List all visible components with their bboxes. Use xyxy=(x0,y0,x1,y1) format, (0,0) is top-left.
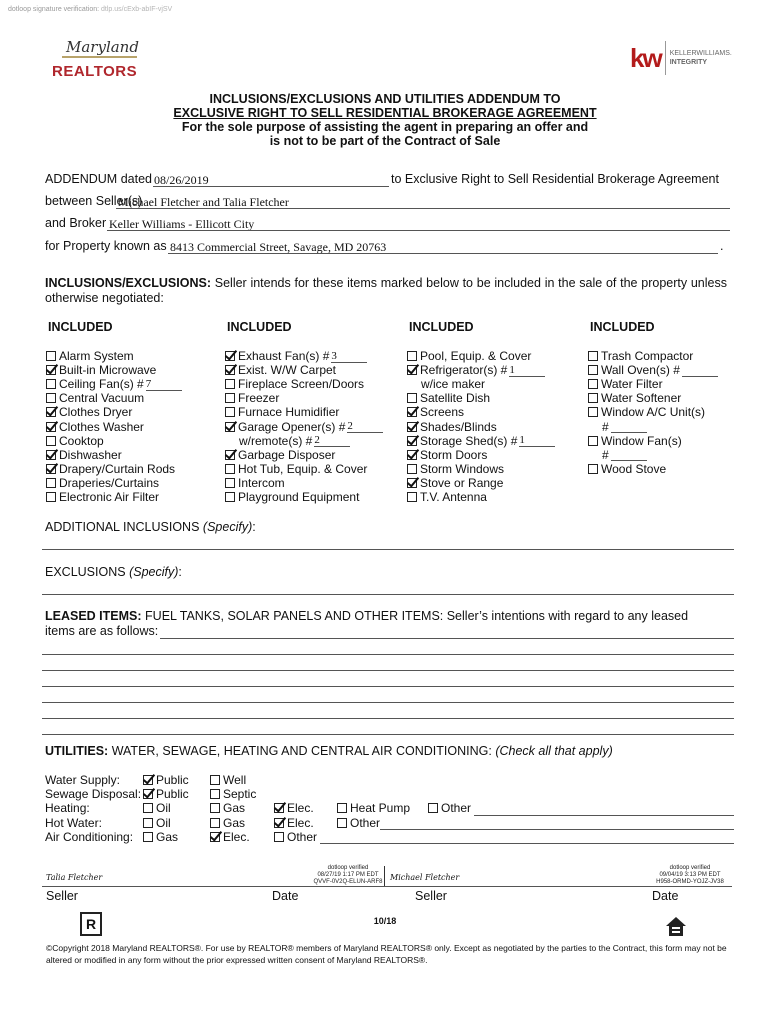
addendum-label: ADDENDUM dated xyxy=(45,172,152,186)
utility-option[interactable] xyxy=(274,801,314,815)
inclusion-item[interactable] xyxy=(407,434,555,448)
included-heading-1: INCLUDED xyxy=(48,320,113,334)
exclusions-specify: (Specify) xyxy=(129,565,179,579)
checkbox[interactable] xyxy=(337,803,347,813)
utility-option-label: Well xyxy=(223,773,247,787)
inclusion-item[interactable] xyxy=(588,391,681,405)
inclusion-label: Dishwasher xyxy=(59,447,122,462)
checkbox[interactable] xyxy=(588,393,598,403)
checkbox[interactable] xyxy=(210,789,220,799)
checkbox[interactable] xyxy=(225,478,235,488)
utility-option[interactable] xyxy=(143,830,178,844)
property-label: for Property known as xyxy=(45,239,167,253)
inclusion-label: Water Softener xyxy=(601,391,682,406)
utility-option-label: Other xyxy=(287,829,318,844)
addendum-date-underline xyxy=(153,186,389,187)
inclusion-label: Exhaust Fan(s) # xyxy=(238,349,330,363)
leased-line-3[interactable] xyxy=(42,670,734,671)
checkbox[interactable] xyxy=(588,407,598,417)
inclusion-item[interactable] xyxy=(407,405,464,419)
utility-label: Air Conditioning: xyxy=(45,829,134,844)
checkbox[interactable] xyxy=(588,379,598,389)
utility-option-label: Public xyxy=(156,773,189,787)
logo-word: REALTORS xyxy=(52,63,138,80)
inclusion-item[interactable] xyxy=(588,349,693,363)
inclusion-label: Wood Stove xyxy=(601,461,667,476)
date1-label: Date xyxy=(272,889,299,903)
heating-other-line[interactable] xyxy=(474,815,734,816)
sellers-underline xyxy=(116,208,730,209)
checkbox[interactable] xyxy=(225,393,235,403)
checkbox[interactable] xyxy=(210,775,220,785)
checkbox[interactable] xyxy=(143,789,153,799)
inclusion-item[interactable] xyxy=(225,448,335,462)
inclusion-label: Storm Doors xyxy=(420,447,488,462)
checkbox[interactable] xyxy=(225,492,235,502)
checkbox[interactable] xyxy=(46,365,56,375)
utility-option[interactable] xyxy=(143,801,171,815)
utility-option[interactable] xyxy=(143,787,189,801)
inclusion-label: Clothes Dryer xyxy=(59,405,133,420)
utility-option-label: Elec. xyxy=(223,829,250,844)
inclusion-label: Wall Oven(s) # xyxy=(601,363,680,378)
utilities-text: WATER, SEWAGE, HEATING AND CENTRAL AIR CONDITIONING: xyxy=(111,744,492,758)
inclusion-label: # xyxy=(602,419,609,434)
seller2-verification xyxy=(650,865,730,886)
inclusion-label: Exist. W/W Carpet xyxy=(238,363,337,378)
inclusion-item[interactable] xyxy=(407,377,485,391)
inclusion-item[interactable] xyxy=(407,363,545,377)
inclusions-intro xyxy=(45,276,727,306)
inclusion-item[interactable] xyxy=(46,349,134,363)
inclusion-item[interactable] xyxy=(407,462,504,476)
broker-field[interactable]: Keller Williams - Ellicott City xyxy=(109,217,255,231)
inclusion-label: Built-in Microwave xyxy=(59,363,157,378)
quantity-field[interactable]: 1 xyxy=(509,364,545,377)
inclusion-item[interactable] xyxy=(588,448,647,462)
seller1-sig-line xyxy=(42,886,386,887)
sig-separator xyxy=(384,866,387,886)
checkbox[interactable] xyxy=(46,492,56,502)
inclusion-item[interactable] xyxy=(407,448,487,462)
title-line1: INCLUSIONS/EXCLUSIONS AND UTILITIES ADDENDUM TO xyxy=(209,92,561,106)
checkbox[interactable] xyxy=(407,365,417,375)
document-title xyxy=(0,92,770,148)
inclusion-label: Clothes Washer xyxy=(59,419,144,434)
kw-text xyxy=(670,49,732,67)
utility-option[interactable] xyxy=(210,816,245,830)
checkbox[interactable] xyxy=(46,478,56,488)
checkbox[interactable] xyxy=(46,393,56,403)
utility-label: Sewage Disposal: xyxy=(45,787,142,802)
checkbox[interactable] xyxy=(143,818,153,828)
checkbox[interactable] xyxy=(143,775,153,785)
inclusion-item[interactable] xyxy=(225,434,350,448)
additional-specify: (Specify) xyxy=(202,520,253,534)
checkbox[interactable] xyxy=(225,351,235,361)
checkbox[interactable] xyxy=(407,393,417,403)
checkbox[interactable] xyxy=(225,407,235,417)
checkbox[interactable] xyxy=(407,450,417,460)
inclusion-label: Garage Opener(s) # xyxy=(238,419,346,434)
quantity-field[interactable]: 2 xyxy=(314,434,350,447)
inclusion-item[interactable] xyxy=(46,420,144,434)
utility-option[interactable] xyxy=(274,816,314,830)
property-period: . xyxy=(720,239,724,253)
seller1-code: QVVF-0V2Q-ELUN-ARF8 xyxy=(313,879,383,885)
utilities-heading: UTILITIES: xyxy=(45,744,109,758)
checkbox[interactable] xyxy=(274,803,284,813)
inclusions-heading: INCLUSIONS/EXCLUSIONS: xyxy=(45,276,211,290)
verification-label: dotloop signature verification: xyxy=(8,6,100,13)
checkbox[interactable] xyxy=(588,436,598,446)
additional-inclusions-label xyxy=(45,520,256,534)
inclusion-label: Electronic Air Filter xyxy=(59,490,160,504)
inclusion-label: w/ice maker xyxy=(421,377,486,392)
inclusion-label: Water Filter xyxy=(601,377,663,392)
utility-option-label: Gas xyxy=(223,801,246,816)
utility-option-label: Heat Pump xyxy=(350,801,411,816)
checkbox[interactable] xyxy=(588,351,598,361)
utility-option-label: Public xyxy=(156,787,189,802)
checkbox[interactable] xyxy=(274,818,284,828)
inclusion-label: Storage Shed(s) # xyxy=(420,433,518,448)
inclusion-label: Ceiling Fan(s) # xyxy=(59,377,144,392)
inclusion-item[interactable] xyxy=(588,363,718,377)
utility-option-label: Gas xyxy=(156,829,179,844)
property-underline xyxy=(168,253,718,254)
included-heading-4: INCLUDED xyxy=(590,320,655,334)
checkbox[interactable] xyxy=(225,464,235,474)
exclusions-label-row xyxy=(45,565,182,579)
leased-text2: items are as follows: xyxy=(45,624,159,638)
title-line4: is not to be part of the Contract of Sale xyxy=(269,134,501,148)
included-heading-2: INCLUDED xyxy=(227,320,292,334)
checkbox[interactable] xyxy=(46,351,56,361)
leased-text: FUEL TANKS, SOLAR PANELS AND OTHER ITEMS: Seller’s intentions with regard to any leased xyxy=(145,609,689,623)
inclusion-label: Playground Equipment xyxy=(238,490,360,504)
checkbox[interactable] xyxy=(225,422,235,432)
inclusion-item[interactable] xyxy=(588,405,705,419)
checkbox[interactable] xyxy=(210,818,220,828)
inclusion-item[interactable] xyxy=(225,476,285,490)
seller1-verification xyxy=(310,865,386,886)
inclusion-label: Refrigerator(s) # xyxy=(420,363,508,378)
inclusion-item[interactable] xyxy=(225,391,279,405)
inclusion-item[interactable] xyxy=(588,377,663,391)
checkbox[interactable] xyxy=(407,478,417,488)
utility-option[interactable] xyxy=(274,830,317,844)
utility-option[interactable] xyxy=(210,830,250,844)
leased-line-6[interactable] xyxy=(42,718,734,719)
property-field[interactable]: 8413 Commercial Street, Savage, MD 20763 xyxy=(170,240,387,254)
checkbox[interactable] xyxy=(46,379,56,389)
addendum-date-field[interactable]: 08/26/2019 xyxy=(154,173,209,187)
inclusion-item[interactable] xyxy=(46,405,132,419)
utility-option-label: Elec. xyxy=(287,815,314,830)
copyright-line2: altered or modified in any form without the prior expressed written consent of Maryland REALTORS®. xyxy=(46,955,428,965)
quantity-field[interactable]: 2 xyxy=(347,420,383,433)
utility-option-label: Other xyxy=(441,801,472,816)
checkbox[interactable] xyxy=(407,492,417,502)
inclusion-item[interactable] xyxy=(46,391,144,405)
utility-option[interactable] xyxy=(428,801,471,815)
inclusions-text: Seller intends for these items marked below to be included in the sale of the property unless otherwise negotiated: xyxy=(45,276,727,305)
utilities-heading-row xyxy=(45,744,613,758)
checkbox[interactable] xyxy=(46,422,56,432)
checkbox[interactable] xyxy=(407,464,417,474)
inclusion-label: Window A/C Unit(s) xyxy=(601,405,706,420)
title-line2: EXCLUSIVE RIGHT TO SELL RESIDENTIAL BROKERAGE AGREEMENT xyxy=(173,106,597,120)
inclusion-label: Fireplace Screen/Doors xyxy=(238,377,365,392)
inclusion-label: Intercom xyxy=(238,475,285,490)
copyright-line1: ©Copyright 2018 Maryland REALTORS®. For use by REALTOR® members of Maryland REALTORS® only. Except as negotiated by the parties to the Contract, this form may not be xyxy=(46,943,727,953)
checkbox[interactable] xyxy=(210,832,220,842)
inclusion-label: # xyxy=(602,447,609,462)
seller1-label: Seller xyxy=(46,889,78,903)
inclusion-item[interactable] xyxy=(588,462,666,476)
inclusion-item[interactable] xyxy=(225,462,367,476)
checkbox[interactable] xyxy=(225,450,235,460)
inclusion-label: Stove or Range xyxy=(420,475,504,490)
inclusion-item[interactable] xyxy=(407,490,487,504)
broker-label: and Broker xyxy=(45,216,107,230)
included-heading-3: INCLUDED xyxy=(409,320,474,334)
checkbox[interactable] xyxy=(143,832,153,842)
checkbox[interactable] xyxy=(407,351,417,361)
inclusion-item[interactable] xyxy=(407,420,497,434)
seller2-verified: dotloop verified xyxy=(669,865,711,871)
checkbox[interactable] xyxy=(428,803,438,813)
realtor-logo: R xyxy=(80,912,102,936)
inclusion-label: Freezer xyxy=(238,391,280,406)
quantity-field[interactable] xyxy=(611,420,647,433)
inclusion-item[interactable] xyxy=(46,476,159,490)
inclusion-label: Storm Windows xyxy=(420,461,505,476)
utility-option[interactable] xyxy=(210,801,245,815)
leased-line-1[interactable] xyxy=(160,638,734,639)
utility-option[interactable] xyxy=(210,787,256,801)
maryland-realtors-logo xyxy=(52,38,147,83)
leased-heading: LEASED ITEMS: xyxy=(45,609,142,623)
checkbox[interactable] xyxy=(143,803,153,813)
inclusion-item[interactable] xyxy=(225,420,383,434)
inclusion-item[interactable] xyxy=(407,349,531,363)
additional-inclusions-line[interactable] xyxy=(42,549,734,550)
utility-option[interactable] xyxy=(210,773,246,787)
inclusion-item[interactable] xyxy=(588,434,682,448)
inclusion-item[interactable] xyxy=(46,434,104,448)
ac-other-line[interactable] xyxy=(320,843,734,844)
utility-label: Water Supply: xyxy=(45,773,120,787)
hotwater-other-line[interactable] xyxy=(380,829,734,830)
quantity-field[interactable]: 3 xyxy=(331,350,367,363)
kw-line1: KELLERWILLIAMS. xyxy=(669,50,732,57)
checkbox[interactable] xyxy=(407,422,417,432)
inclusion-label: Window Fan(s) xyxy=(601,433,682,448)
inclusion-item[interactable] xyxy=(225,490,359,504)
utility-option-label: Oil xyxy=(156,801,171,816)
inclusion-item[interactable] xyxy=(46,462,175,476)
addendum-suffix: to Exclusive Right to Sell Residential Brokerage Agreement xyxy=(391,172,719,186)
inclusion-label: Alarm System xyxy=(59,349,134,363)
utility-label: Hot Water: xyxy=(45,815,102,830)
seller1-datetime: 08/27/19 1:17 PM EDT xyxy=(317,872,379,878)
seller2-sig-line xyxy=(386,886,732,887)
inclusion-label: Central Vacuum xyxy=(59,391,145,406)
seller2-datetime: 09/04/19 3:13 PM EDT xyxy=(659,872,721,878)
utility-option[interactable] xyxy=(337,816,380,830)
utility-label: Heating: xyxy=(45,801,90,816)
kw-mark: kw xyxy=(630,42,661,73)
inclusion-label: T.V. Antenna xyxy=(420,490,487,504)
seller2-label: Seller xyxy=(415,889,447,903)
leased-line-4[interactable] xyxy=(42,686,734,687)
checkbox[interactable] xyxy=(46,464,56,474)
sellers-label: between Seller(s) xyxy=(45,194,143,208)
utility-option[interactable] xyxy=(143,816,171,830)
leased-line-5[interactable] xyxy=(42,702,734,703)
inclusion-item[interactable] xyxy=(225,363,336,377)
inclusion-item[interactable] xyxy=(46,377,182,391)
exclusions-label: EXCLUSIONS xyxy=(45,565,126,579)
utility-option-label: Gas xyxy=(223,815,246,830)
utility-option-label: Septic xyxy=(223,787,257,802)
inclusion-label: Hot Tub, Equip. & Cover xyxy=(238,461,368,476)
broker-underline xyxy=(107,230,730,231)
additional-colon: : xyxy=(252,520,256,534)
inclusion-item[interactable] xyxy=(225,349,367,363)
utility-option[interactable] xyxy=(337,801,410,815)
checkbox[interactable] xyxy=(210,803,220,813)
inclusion-label: Satellite Dish xyxy=(420,391,491,406)
exclusions-line[interactable] xyxy=(42,594,734,595)
inclusion-label: Draperies/Curtains xyxy=(59,475,160,490)
sellers-field[interactable]: Michael Fletcher and Talia Fletcher xyxy=(118,195,289,209)
page-number: 10/18 xyxy=(373,916,397,926)
inclusion-item[interactable] xyxy=(225,405,339,419)
inclusion-label: Garbage Disposer xyxy=(238,447,336,462)
title-line3: For the sole purpose of assisting the agent in preparing an offer and xyxy=(181,120,589,134)
inclusion-label: Furnace Humidifier xyxy=(238,405,340,420)
logo-swoosh xyxy=(62,56,137,61)
checkbox[interactable] xyxy=(274,832,284,842)
leased-items xyxy=(45,609,735,639)
checkbox[interactable] xyxy=(588,365,598,375)
seller2-code: H958-ORMD-YOJZ-JV38 xyxy=(656,879,724,885)
inclusion-label: Pool, Equip. & Cover xyxy=(420,349,532,363)
inclusion-item[interactable] xyxy=(225,377,364,391)
kw-line2: INTEGRITY xyxy=(669,59,708,66)
date2-label: Date xyxy=(652,889,679,903)
seller2-signature[interactable]: Michael Fletcher xyxy=(390,873,460,882)
inclusion-item[interactable] xyxy=(46,363,156,377)
verification-line xyxy=(8,6,172,13)
checkbox[interactable] xyxy=(46,436,56,446)
checkbox[interactable] xyxy=(407,407,417,417)
seller1-verified: dotloop verified xyxy=(327,865,369,871)
checkbox[interactable] xyxy=(337,818,347,828)
checkbox[interactable] xyxy=(46,450,56,460)
logo-script: Maryland xyxy=(66,38,139,56)
additional-label: ADDITIONAL INCLUSIONS xyxy=(45,520,200,534)
quantity-field[interactable] xyxy=(682,364,718,377)
inclusion-item[interactable] xyxy=(588,420,647,434)
utility-option-label: Elec. xyxy=(287,801,314,816)
inclusion-item[interactable] xyxy=(407,476,503,490)
checkbox[interactable] xyxy=(225,365,235,375)
inclusion-label: Shades/Blinds xyxy=(420,419,497,434)
inclusion-item[interactable] xyxy=(46,490,159,504)
equal-housing-icon xyxy=(664,914,688,938)
utility-option-label: Other xyxy=(350,815,381,830)
inclusion-label: Drapery/Curtain Rods xyxy=(59,461,176,476)
inclusion-item[interactable] xyxy=(46,448,122,462)
verification-link[interactable]: dtlp.us/cExb-abIF-vjSV xyxy=(101,6,173,13)
checkbox[interactable] xyxy=(46,407,56,417)
kw-logo xyxy=(630,38,732,78)
checkbox[interactable] xyxy=(407,436,417,446)
checkbox[interactable] xyxy=(588,464,598,474)
leased-line-2[interactable] xyxy=(42,654,734,655)
seller1-signature[interactable]: Talia Fletcher xyxy=(46,873,103,882)
copyright-notice xyxy=(46,942,736,966)
checkbox[interactable] xyxy=(225,379,235,389)
kw-divider xyxy=(665,41,666,75)
leased-line-7[interactable] xyxy=(42,734,734,735)
utilities-note: (Check all that apply) xyxy=(495,744,613,758)
inclusion-label: Cooktop xyxy=(59,433,104,448)
quantity-field[interactable]: 7 xyxy=(146,378,182,391)
quantity-field[interactable]: 1 xyxy=(519,434,555,447)
inclusion-item[interactable] xyxy=(407,391,490,405)
utility-option-label: Oil xyxy=(156,815,171,830)
exclusions-colon: : xyxy=(178,565,182,579)
inclusion-label: w/remote(s) # xyxy=(239,433,313,448)
quantity-field[interactable] xyxy=(611,448,647,461)
inclusion-label: Screens xyxy=(420,405,465,420)
inclusion-label: Trash Compactor xyxy=(601,349,694,363)
